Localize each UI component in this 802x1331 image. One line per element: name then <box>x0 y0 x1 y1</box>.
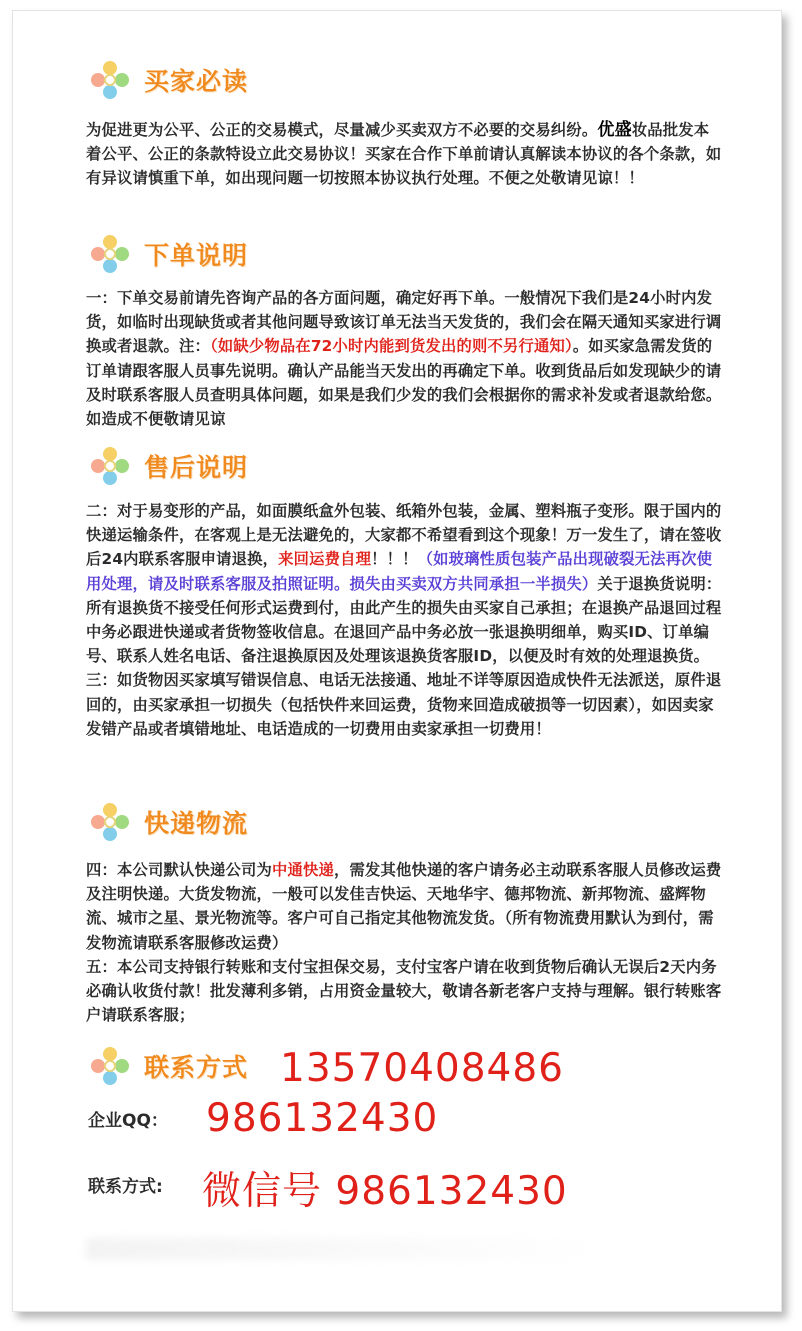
aftersale-text-1: 二：对于易变形的产品，如面膜纸盒外包装、纸箱外包装，金属、塑料瓶子变形。限于国内的快递运输条件，在客观上是无法避免的，大家都不希望看到这个现象！万一发生了，请在签收后24内联系客服申请退换， <box>86 502 722 569</box>
order-notice-red: （如缺少物品在72小时内能到货发出的则不另行通知） <box>209 337 573 356</box>
contact-wechat[interactable]: 微信号 986132430 <box>202 1169 568 1214</box>
section-header-aftersale <box>88 444 248 488</box>
wechat-label: 联系方式: <box>88 1177 163 1197</box>
aftersale-shipping-red: 来回运费自理 <box>278 550 372 569</box>
section-header-contact <box>88 1044 248 1088</box>
section-header-order <box>88 232 248 276</box>
section-header-buyer <box>88 58 248 102</box>
section-title: 售后说明 <box>144 453 249 482</box>
shipping-paragraph <box>86 858 722 1027</box>
qq-label: 企业QQ： <box>88 1111 168 1131</box>
aftersale-text-2: 关于退换货说明：所有退换货不接受任何形式运费到付，由此产生的损失由买家自己承担；在退换产品退回过程中务必跟进快递或者货物签收信息。在退回产品中务必放一张退换明细单，购买ID、订单编号、联系人姓名电话、备注退换原因及处理该退换货客服ID，以便及时有效的处理退换货。 <box>86 574 722 666</box>
section-title: 快递物流 <box>144 809 249 838</box>
shipping-text-2: ，需发其他快递的客户请务必主动联系客服人员修改运费及注明快递。大货发物流，一般可以发佳吉快运、天地华宇、德邦物流、新邦物流、盛辉物流、城市之星、景光物流等。客户可自己指定其他物流发货。（所有物流费用默认为到付，需发物流请联系客服修改运费） <box>86 861 722 952</box>
order-text-2: 。如买家急需发货的订单请跟客服人员事先说明。确认产品能当天发出的再确定下单。收到货品后如发现缺少的请及时联系客服人员查明具体问题，如果是我们少发的我们会根据你的需求补发或者退款给您。如造成不便敬请见谅 <box>86 337 722 429</box>
flower-icon <box>88 1044 132 1088</box>
contact-qq[interactable]: 986132430 <box>206 1096 439 1141</box>
aftersale-exclaim: ！！！ <box>371 550 418 569</box>
flower-icon <box>88 58 132 102</box>
payment-text: 五：本公司支持银行转账和支付宝担保交易，支付宝客户请在收到货物后确认无误后2天内务必确认收货付款！批发薄利多销，占用资金量较大，敬请各新老客户支持与理解。银行转账客户请联系客服； <box>86 957 722 1025</box>
flower-icon <box>88 444 132 488</box>
order-paragraph <box>86 286 722 431</box>
decorative-fade <box>86 1238 606 1260</box>
section-title: 买家必读 <box>144 67 249 96</box>
buyer-paragraph <box>86 118 722 191</box>
flower-icon <box>88 800 132 844</box>
order-text-1: 一：下单交易前请先咨询产品的各方面问题，确定好再下单。一般情况下我们是24小时内发货，如临时出现缺货或者其他问题导致该订单无法当天发货的，我们会在隔天通知买家进行调换或者退款。注： <box>86 289 722 356</box>
buyer-text-2: 妆品批发本着公平、公正的条款特设立此交易协议！买家在合作下单前请认真解读本协议的各个条款，如有异议请慎重下单，如出现问题一切按照本协议执行处理。不便之处敬请见谅！！ <box>86 121 722 188</box>
flower-icon <box>88 232 132 276</box>
brand-name: 优盛 <box>597 120 632 140</box>
buyer-text: 为促进更为公平、公正的交易模式，尽量减少买卖双方不必要的交易纠纷。 <box>86 121 598 139</box>
aftersale-paragraph <box>86 499 722 741</box>
aftersale-text-3: 三：如货物因买家填写错误信息、电话无法接通、地址不详等原因造成快件无法派送，原件退回的，由买家承担一切损失（包括快件来回运费，货物来回造成破损等一切因素），如因卖家发错产品或者填错地址、电话造成的一切费用由卖家承担一切费用！ <box>86 671 722 738</box>
section-header-shipping <box>88 800 248 844</box>
default-courier-red: 中通快递 <box>271 861 334 879</box>
aftersale-glass-note: （如玻璃性质包装产品出现破裂无法再次使用处理，请及时联系客服及拍照证明。损失由买卖双方共同承担一半损失） <box>86 550 713 593</box>
section-title: 联系方式 <box>144 1053 249 1082</box>
section-title: 下单说明 <box>144 241 249 270</box>
shipping-text-1: 四：本公司默认快递公司为 <box>86 861 272 879</box>
contact-phone[interactable]: 13570408486 <box>280 1046 564 1091</box>
